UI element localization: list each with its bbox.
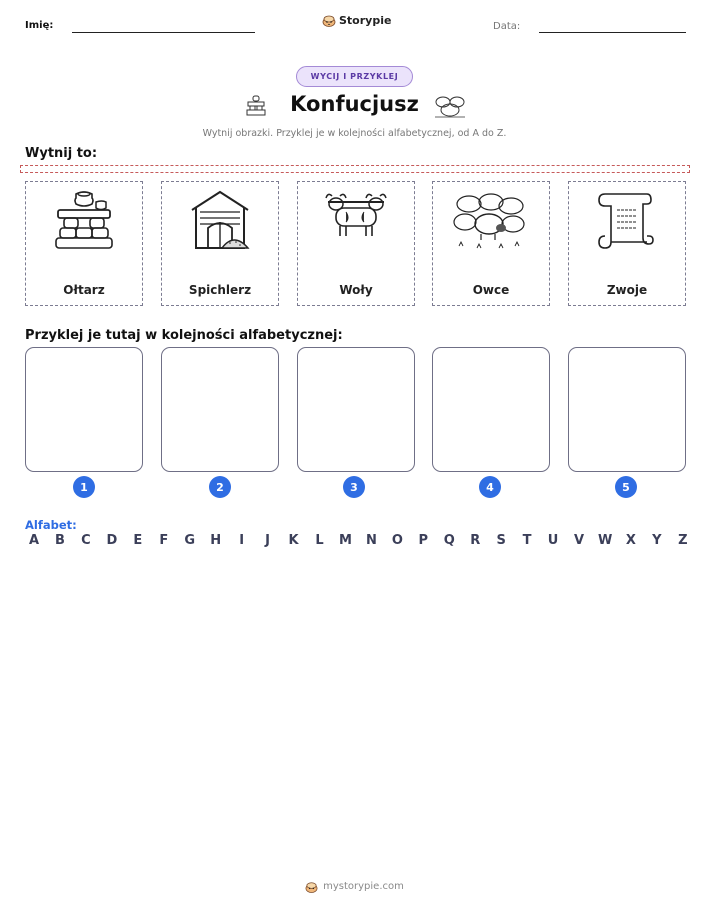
alphabet-letter: H xyxy=(210,533,222,548)
alphabet-letter: B xyxy=(54,533,65,548)
alphabet-letter: U xyxy=(547,533,559,548)
alphabet-letter: V xyxy=(573,533,585,548)
alphabet-letter: M xyxy=(338,533,352,548)
paste-box-4[interactable] xyxy=(432,347,550,472)
card-label: Owce xyxy=(472,283,510,297)
paste-box-2[interactable] xyxy=(161,347,279,472)
alphabet-row xyxy=(27,533,690,548)
sheep-icon xyxy=(451,188,527,254)
alphabet-letter: X xyxy=(625,533,636,548)
brand-name: Storypie xyxy=(339,13,392,27)
alphabet-letter: R xyxy=(470,533,481,548)
instructions: Wytnij obrazki. Przyklej je w kolejności alfabetycznej, od A do Z. xyxy=(202,128,507,139)
number-badge: 2 xyxy=(209,476,231,498)
card-label: Ołtarz xyxy=(63,283,105,297)
alphabet-letter: A xyxy=(28,533,40,548)
pie-mascot-icon xyxy=(305,880,318,893)
alphabet-letter: Z xyxy=(678,533,688,548)
paste-box-3[interactable] xyxy=(297,347,415,472)
cut-card-granary[interactable] xyxy=(161,181,279,306)
alphabet-label: Alfabet: xyxy=(25,518,77,532)
alphabet-letter: N xyxy=(365,533,377,548)
alphabet-letter: P xyxy=(418,533,429,548)
cut-card-oxen[interactable] xyxy=(297,181,415,306)
activity-badge: WYCIJ I PRZYKLEJ xyxy=(296,66,413,87)
page-title: Konfucjusz xyxy=(290,92,419,116)
alphabet-letter: O xyxy=(391,533,403,548)
footer-url: mystorypie.com xyxy=(323,881,404,892)
number-badge: 3 xyxy=(343,476,365,498)
number-badge: 1 xyxy=(73,476,95,498)
sheep-icon xyxy=(433,93,467,119)
brand-logo xyxy=(322,13,391,27)
cut-heading: Wytnij to: xyxy=(25,146,98,161)
pie-mascot-icon xyxy=(322,13,336,27)
oxen-icon xyxy=(322,188,390,254)
altar-icon xyxy=(50,188,118,254)
paste-box-1[interactable] xyxy=(25,347,143,472)
name-input-line[interactable] xyxy=(72,32,255,33)
granary-icon xyxy=(186,188,254,254)
cut-card-altar[interactable] xyxy=(25,181,143,306)
alphabet-letter: C xyxy=(81,533,91,548)
alphabet-letter: D xyxy=(106,533,118,548)
card-label: Woły xyxy=(339,283,373,297)
alphabet-letter: W xyxy=(597,533,613,548)
cut-line xyxy=(20,165,690,173)
alphabet-letter: G xyxy=(184,533,196,548)
footer xyxy=(0,880,709,893)
paste-box-5[interactable] xyxy=(568,347,686,472)
alphabet-letter: I xyxy=(239,533,245,548)
paste-heading: Przyklej je tutaj w kolejności alfabetycznej: xyxy=(25,328,343,343)
cut-card-sheep[interactable] xyxy=(432,181,550,306)
alphabet-letter: T xyxy=(522,533,532,548)
number-badge: 5 xyxy=(615,476,637,498)
number-badge: 4 xyxy=(479,476,501,498)
alphabet-letter: Y xyxy=(652,533,662,548)
scroll-icon xyxy=(593,188,661,254)
date-label: Data: xyxy=(493,21,521,32)
alphabet-letter: S xyxy=(496,533,506,548)
card-label: Spichlerz xyxy=(188,283,252,297)
card-label: Zwoje xyxy=(606,283,648,297)
alphabet-letter: J xyxy=(265,533,270,548)
alphabet-letter: F xyxy=(159,533,169,548)
cut-card-scroll[interactable] xyxy=(568,181,686,306)
alphabet-letter: L xyxy=(315,533,324,548)
date-input-line[interactable] xyxy=(539,32,686,33)
alphabet-letter: Q xyxy=(443,533,455,548)
alphabet-letter: E xyxy=(133,533,143,548)
alphabet-letter: K xyxy=(288,533,299,548)
name-label: Imię: xyxy=(25,20,54,31)
